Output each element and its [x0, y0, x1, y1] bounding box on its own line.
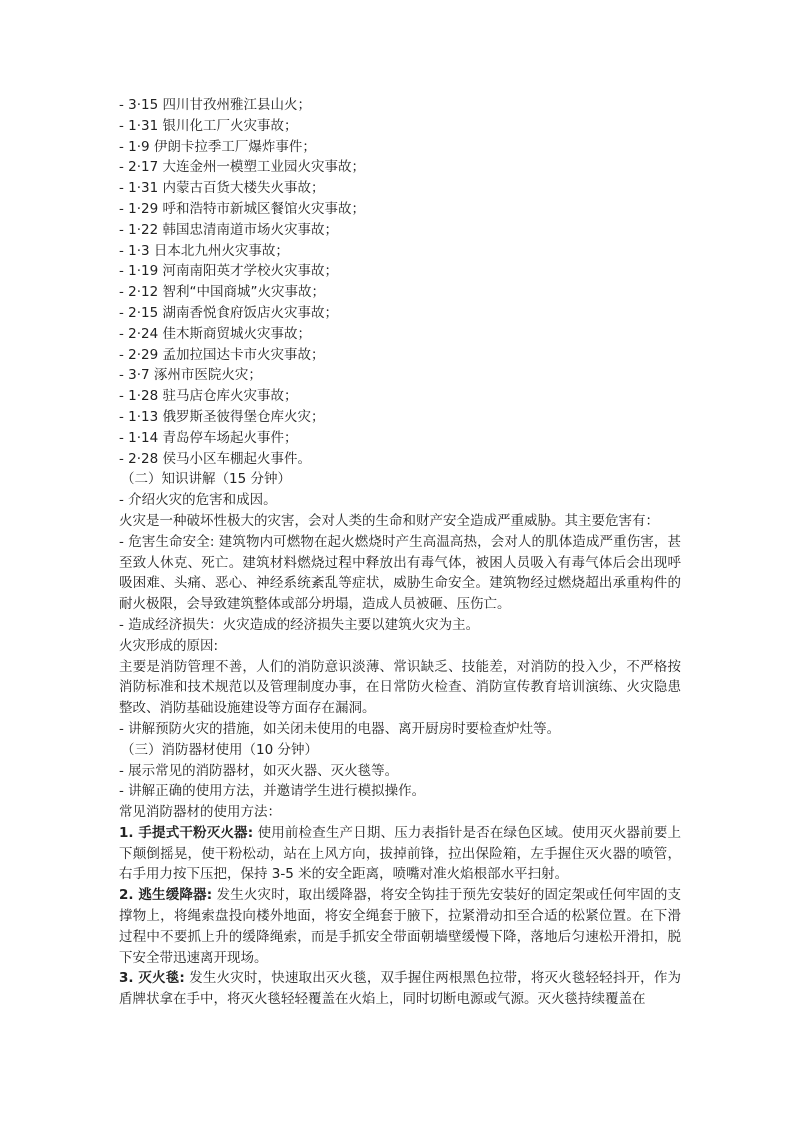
list-item: - 1·14 青岛停车场起火事件； — [119, 429, 298, 446]
method-label: 2. 逃生缓降器: — [119, 887, 213, 904]
list-item: - 3·15 四川甘孜州雅江县山火； — [119, 97, 312, 113]
list-item: - 2·15 湖南香悦食府饭店火灾事故； — [119, 304, 339, 321]
list-item: - 1·19 河南南阳英才学校火灾事故； — [119, 263, 339, 280]
list-item: - 1·29 呼和浩特市新城区餐馆火灾事故； — [119, 200, 366, 217]
list-item: - 1·9 伊朗卡拉季工厂爆炸事件； — [119, 138, 316, 155]
knowledge-intro: - 介绍火灾的危害和成因。 — [119, 492, 277, 509]
method-label: 1. 手提式干粉灭火器: — [119, 824, 254, 841]
list-item: - 1·13 俄罗斯圣彼得堡仓库火灾； — [119, 408, 325, 425]
hazard-economy-paragraph: - 造成经济损失：火灾造成的经济损失主要以建筑火灾为主。 — [119, 616, 480, 633]
list-item: - 2·12 智利“中国商城”火灾事故； — [119, 284, 325, 301]
section-heading-knowledge: （二）知识讲解（15 分钟） — [121, 471, 291, 488]
hazard-life-paragraph: - 危害生命安全: 建筑物内可燃物在起火燃烧时产生高温高热，会对人的肌体造成严重伤害，甚至致人休克、死亡。建筑材料燃烧过程中释放出有毒气体，被困人员吸入有毒气体后会出现呼吸困难、头痛、恶心、神经系统紊乱等症状，威胁生命安全。建筑物经过燃烧超出承重构件的耐火极限，会导致建筑整体或部分坍塌，造成人员被砸、压伤亡。 — [119, 533, 681, 613]
equipment-show: - 展示常见的消防器材，如灭火器、灭火毯等。 — [119, 762, 399, 779]
section-heading-equipment: （三）消防器材使用（10 分钟） — [121, 741, 318, 758]
method-descender — [119, 885, 681, 968]
method-text: 使用前检查生产日期、压力表指针是否在绿色区域。使用灭火器前要上下颠倒摇晃，使干粉松动，站在上风方向，拔掉前锋，拉出保险箱，左手握住灭火器的喷管，右手用力按下压把，保持 3-5 米的安全距离，喷嘴对准火焰根部水平扫射。 — [119, 824, 681, 883]
method-extinguisher — [119, 823, 681, 885]
list-item: - 3·7 涿州市医院火灾； — [119, 367, 262, 384]
list-item: - 2·24 佳木斯商贸城火灾事故； — [119, 325, 312, 342]
hazard-lead-paragraph: 火灾是一种破坏性极大的灾害，会对人类的生命和财产安全造成严重威胁。其主要危害有： — [119, 512, 659, 529]
method-text: 发生火灾时，取出缓降器，将安全钩挂于预先安装好的固定架或任何牢固的支撑物上，将绳索盘投向楼外地面，将安全绳套于腋下，拉紧滑动扣至合适的松紧位置。在下滑过程中不要抓上升的缓降绳索，而是手抓安全带面朝墙壁缓慢下降，落地后匀速松开滑扣，脱下安全带迅速离开现场。 — [119, 887, 681, 966]
methods-title: 常见消防器材的使用方法： — [119, 804, 281, 821]
method-label: 3. 灭火毯: — [119, 970, 185, 987]
list-item: - 2·17 大连金州一模塑工业园火灾事故； — [119, 159, 366, 176]
list-item: - 2·28 侯马小区车棚起火事件。 — [119, 450, 312, 467]
list-item: - 2·29 孟加拉国达卡市火灾事故； — [119, 346, 325, 363]
list-item: - 1·3 日本北九州火灾事故； — [119, 242, 289, 259]
list-item: - 1·28 驻马店仓库火灾事故； — [119, 388, 298, 405]
method-text: 发生火灾时，快速取出灭火毯，双手握住两根黑色拉带，将灭火毯轻轻抖开，作为盾牌状拿在手中，将灭火毯轻轻覆盖在火焰上，同时切断电源或气源。灭火毯持续覆盖在 — [119, 970, 681, 1008]
equipment-explain: - 讲解正确的使用方法，并邀请学生进行模拟操作。 — [119, 783, 426, 800]
list-item: - 1·22 韩国忠清南道市场火灾事故； — [119, 221, 339, 238]
method-fire-blanket — [119, 968, 681, 1010]
cause-title: 火灾形成的原因: — [119, 637, 219, 654]
document-page — [119, 95, 681, 1010]
incident-list — [119, 95, 681, 469]
cause-paragraph: 主要是消防管理不善，人们的消防意识淡薄、常识缺乏、技能差，对消防的投入少，不严格按消防标准和技术规范以及管理制度办事，在日常防火检查、消防宣传教育培训演练、火灾隐患整改、消防基础设施建设等方面存在漏洞。 — [119, 658, 681, 717]
list-item: - 1·31 内蒙古百货大楼失火事故； — [119, 180, 325, 197]
prevention-paragraph: - 讲解预防火灾的措施，如关闭未使用的电器、离开厨房时要检查炉灶等。 — [119, 720, 561, 737]
list-item: - 1·31 银川化工厂火灾事故； — [119, 117, 298, 134]
